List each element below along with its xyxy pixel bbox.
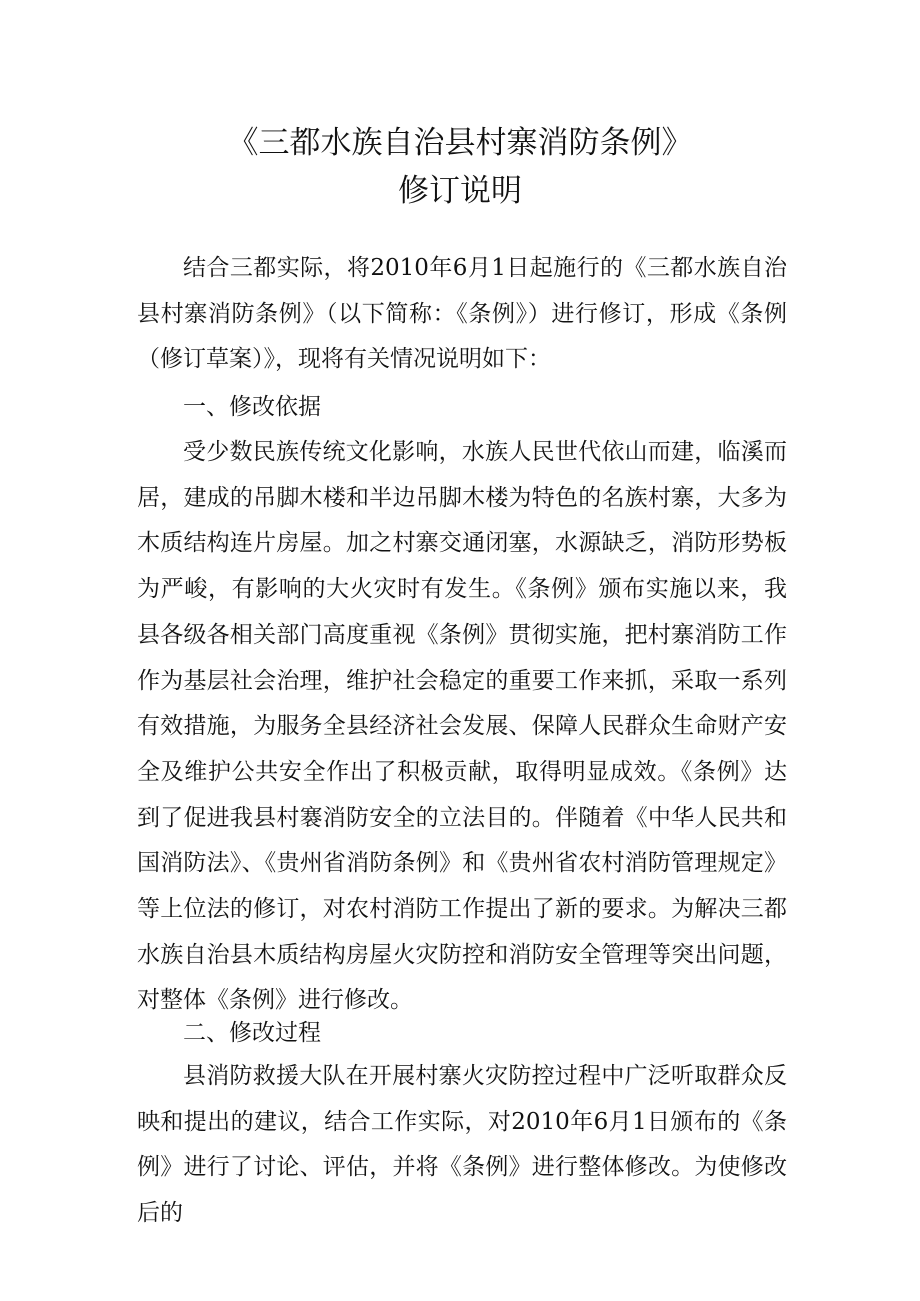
section-heading-basis: 一、修改依据 [183,394,321,420]
document-title: 《三都水族自治县村寨消防条例》 [227,125,693,161]
section-paragraph-process: 县消防救援大队在开展村寨火灾防控过程中广泛听取群众反映和提出的建议，结合工作实际，对2010年6月1日颁布的《条例》进行了讨论、评估，并将《条例》进行整体修改。为使修改后的 [137,1063,787,1227]
section-heading-process: 二、修改过程 [183,1020,321,1046]
section-paragraph-basis: 受少数民族传统文化影响，水族人民世代依山而建，临溪而居，建成的吊脚木楼和半边吊脚木楼为特色的名族村寨，大多为木质结构连片房屋。加之村寨交通闭塞，水源缺乏，消防形势板为严峻，有影响的大火灾时有发生。《条例》颁布实施以来，我县各级各相关部门高度重视《条例》贯彻实施，把村寨消防工作作为基层社会治理，维护社会稳定的重要工作来抓，采取一系列有效措施，为服务全县经济社会发展、保障人民群众生命财产安全及维护公共安全作出了积极贡献，取得明显成效。《条例》达到了促进我县村褰消防安全的立法目的。伴随着《中华人民共和国消防法》、《贵州省消防条例》和《贵州省农村消防管理规定》等上位法的修订，对农村消防工作提出了新的要求。为解决三都水族自治县木质结构房屋火灾防控和消防安全管理等突出问题，对整体《条例》进行修改。 [137,439,787,1014]
intro-paragraph: 结合三都实际，将2010年6月1日起施行的《三都水族自治县村寨消防条例》（以下简称：《条例》）进行修订，形成《条例（修订草案）》，现将有关情况说明如下： [137,255,787,373]
document-subtitle: 修订说明 [398,173,522,209]
